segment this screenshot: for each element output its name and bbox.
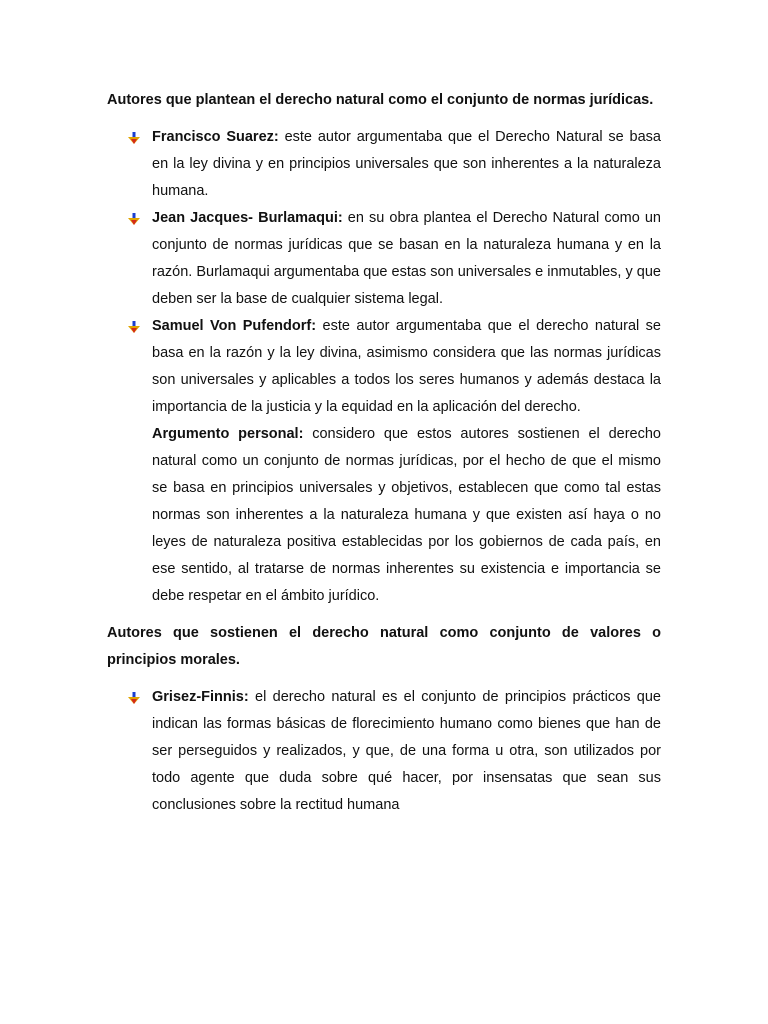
author-description: este autor argumentaba que el Derecho Natural se basa en la ley divina y en principios universales que son inherentes a la naturaleza humana. [152, 129, 661, 199]
argument-label: Argumento personal: [152, 426, 304, 442]
list-item [107, 205, 661, 313]
author-name: Samuel Von Pufendorf: [152, 318, 317, 334]
author-name: Grisez-Finnis: [152, 689, 249, 705]
author-name: Francisco Suarez: [152, 129, 279, 145]
list-item [107, 124, 661, 205]
arrow-down-bullet-icon [128, 321, 140, 333]
document-page [107, 87, 661, 819]
authors-list-valores [107, 684, 661, 819]
arrow-down-bullet-icon [128, 692, 140, 704]
section-heading-valores: Autores que sostienen el derecho natural como conjunto de valores o principios morales. [107, 625, 661, 668]
authors-list-normas [107, 124, 661, 421]
list-item [107, 684, 661, 819]
section-heading-normas: Autores que plantean el derecho natural como el conjunto de normas jurídicas. [107, 92, 654, 108]
arrow-down-bullet-icon [128, 213, 140, 225]
list-item [107, 313, 661, 421]
argument-text: considero que estos autores sostienen el derecho natural como un conjunto de normas jurídicas, por el hecho de que el mismo se basa en principios universales y objetivos, establecen que como tal estas normas son inherentes a la naturaleza humana y que existen así haya o no leyes de naturaleza positiva establecidas por los gobiernos de cada país, en ese sentido, al tratarse de normas inherentes su existencia e importancia se debe respetar en el ámbito jurídico. [152, 426, 661, 604]
author-description: este autor argumentaba que el derecho natural se basa en la razón y la ley divina, asimismo considera que las normas jurídicas son universales y aplicables a todos los seres humanos y además destaca la importancia de la justicia y la equidad en la aplicación del derecho. [152, 318, 661, 415]
author-description: en su obra plantea el Derecho Natural como un conjunto de normas jurídicas que se basan en la naturaleza humana y en la razón. Burlamaqui argumentaba que estas son universales e inmutables, y que deben ser la base de cualquier sistema legal. [152, 210, 661, 307]
personal-argument [107, 421, 661, 610]
author-description: el derecho natural es el conjunto de principios prácticos que indican las formas básicas de florecimiento humano como bienes que han de ser perseguidos y realizados, y que, de una forma u otra, son utilizados por todo agente que duda sobre qué hacer, por insensatas que sean sus conclusiones sobre la rectitud humana [152, 689, 661, 813]
author-name: Jean Jacques- Burlamaqui: [152, 210, 343, 226]
arrow-down-bullet-icon [128, 132, 140, 144]
